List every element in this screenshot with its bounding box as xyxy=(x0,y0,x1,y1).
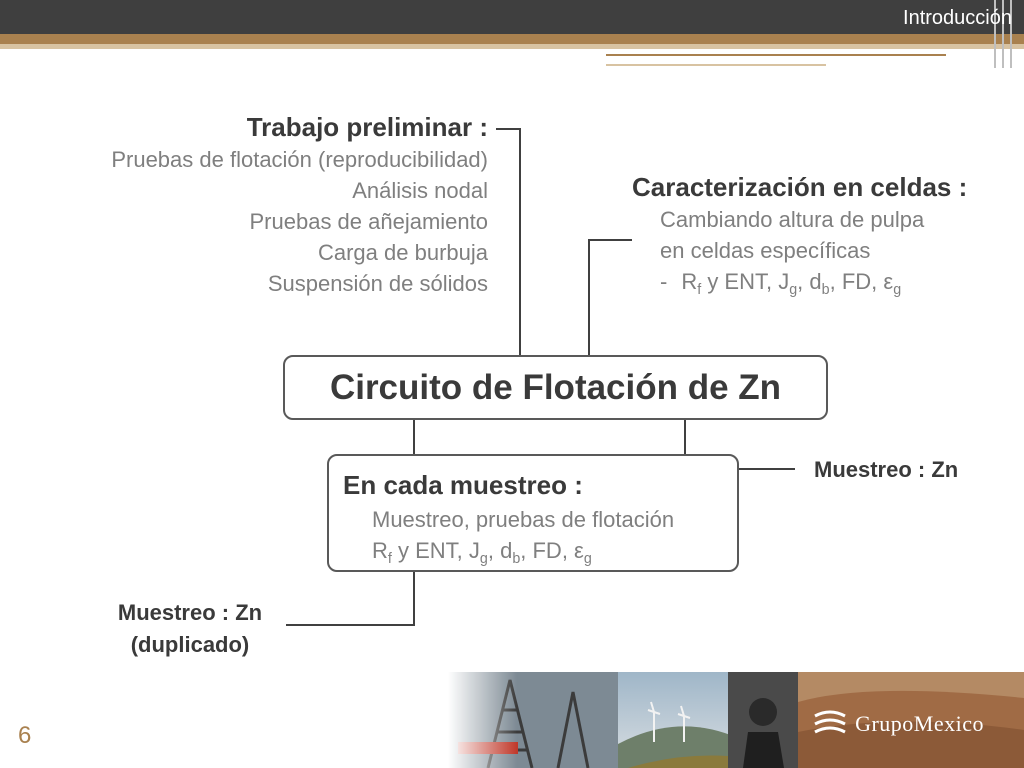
muestreo-left-line: Muestreo : Zn xyxy=(117,600,263,625)
connector-line xyxy=(519,128,521,356)
muestreo-right-label: Muestreo : Zn xyxy=(814,457,959,482)
muestreo-left-label xyxy=(100,597,280,661)
connector-line xyxy=(413,418,415,455)
logo-text: GrupoMexico xyxy=(855,711,984,736)
preliminary-block xyxy=(111,110,488,299)
connector-line xyxy=(737,468,795,470)
connector-line xyxy=(588,239,590,356)
preliminary-item: Suspensión de sólidos xyxy=(267,271,488,296)
logo-emblem-icon xyxy=(813,708,847,740)
connector-line xyxy=(588,239,632,241)
slide-number: 6 xyxy=(18,722,32,749)
header-stripe xyxy=(0,34,1024,44)
main-circuit-title: Circuito de Flotación de Zn xyxy=(329,367,782,407)
preliminary-item: Pruebas de flotación (reproducibilidad) xyxy=(111,147,488,172)
header-bar xyxy=(0,0,1024,34)
characterization-line: Cambiando altura de pulpa xyxy=(660,207,925,232)
characterization-title: Caracterización en celdas : xyxy=(632,172,968,202)
param-subscript: g xyxy=(479,551,488,567)
param-subscript: b xyxy=(512,551,521,567)
characterization-params xyxy=(632,266,967,297)
characterization-line: en celdas específicas xyxy=(660,238,871,263)
param-subscript: g xyxy=(583,551,592,567)
param-text: y ENT, J xyxy=(701,269,790,294)
param-subscript: g xyxy=(893,282,902,298)
header-stripe-light xyxy=(0,44,1024,49)
preliminary-item: Carga de burbuja xyxy=(317,240,488,265)
section-title: Introducción xyxy=(903,7,1012,29)
sampling-box xyxy=(327,454,739,572)
param-text: , d xyxy=(487,538,513,563)
param-subscript: b xyxy=(821,282,830,298)
header-decor-line xyxy=(606,64,826,66)
param-text: ε xyxy=(883,269,894,294)
param-subscript: g xyxy=(789,282,798,298)
param-text: y ENT, J xyxy=(391,538,480,563)
main-circuit-box xyxy=(283,355,828,420)
param-subscript: f xyxy=(697,282,702,298)
param-text: , FD, xyxy=(520,538,575,563)
sampling-params xyxy=(372,535,592,566)
characterization-block xyxy=(632,170,967,297)
preliminary-title: Trabajo preliminar : xyxy=(246,112,488,142)
preliminary-item: Análisis nodal xyxy=(352,178,488,203)
sampling-line: Muestreo, pruebas de flotación xyxy=(372,507,675,532)
param-text: R xyxy=(681,269,698,294)
param-text: ε xyxy=(574,538,584,563)
muestreo-left-line: (duplicado) xyxy=(130,632,250,657)
dash-marker: - xyxy=(660,269,668,294)
connector-line xyxy=(684,418,686,455)
preliminary-item: Pruebas de añejamiento xyxy=(249,209,488,234)
header-decor-line xyxy=(606,54,946,56)
param-text: , d xyxy=(797,269,822,294)
company-logo xyxy=(813,708,984,740)
connector-line xyxy=(496,128,520,130)
sampling-title: En cada muestreo : xyxy=(343,470,583,500)
param-subscript: f xyxy=(387,551,392,567)
connector-line xyxy=(413,570,415,625)
param-text: , FD, xyxy=(829,269,884,294)
param-text: R xyxy=(372,538,388,563)
connector-line xyxy=(286,624,415,626)
